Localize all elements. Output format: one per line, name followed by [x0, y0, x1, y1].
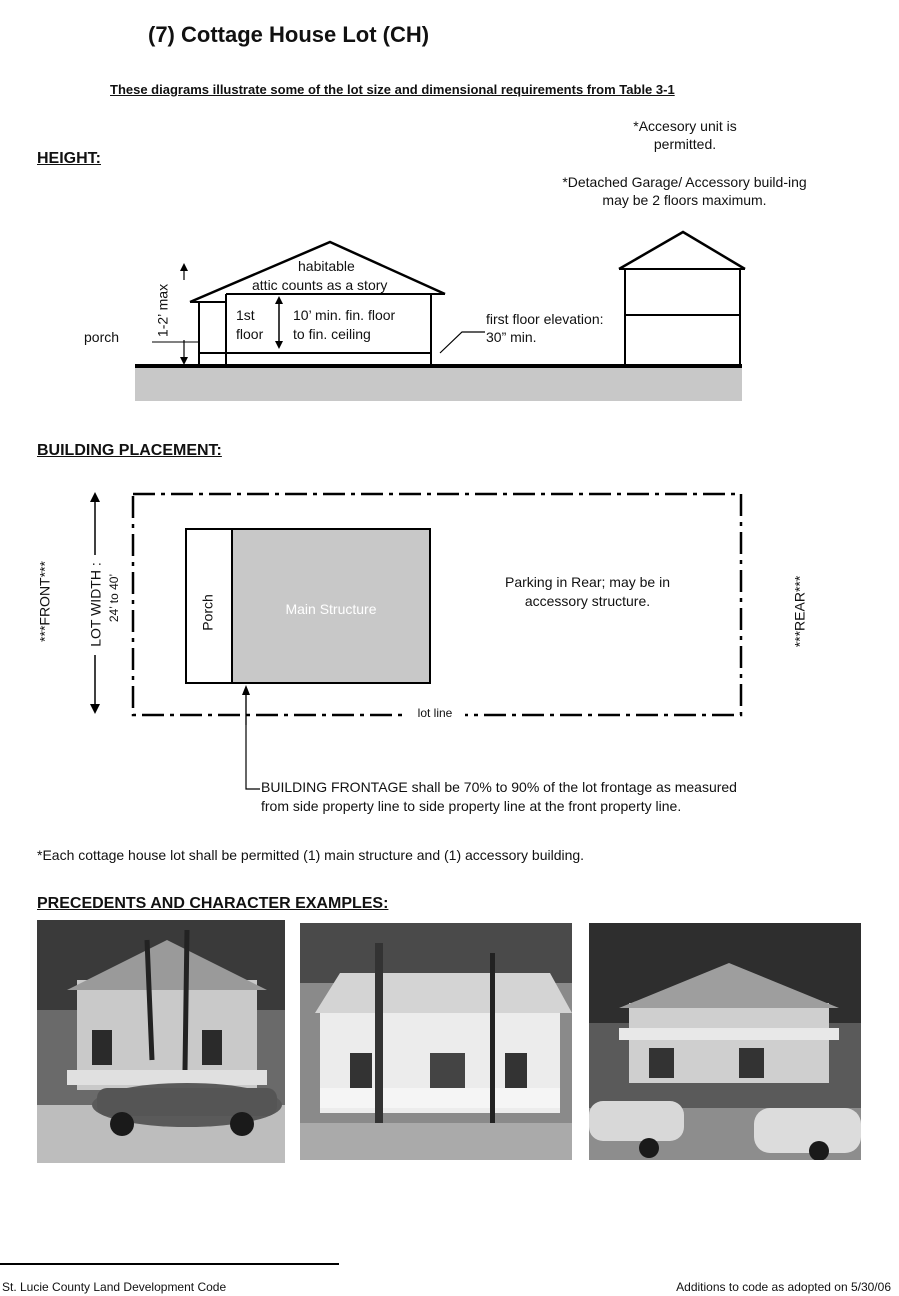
garage-note: *Detached Garage/ Accessory build-ing may be 2 floors maximum. [562, 174, 807, 208]
rear-label: ***REAR*** [791, 575, 808, 648]
porch-height-label: 1-2’ max [154, 283, 171, 338]
garage-roof [619, 232, 745, 269]
attic-label: attic counts as a story [252, 277, 388, 293]
porch-box-label: Porch [199, 594, 216, 631]
placement-diagram [0, 485, 899, 725]
placement-heading: BUILDING PLACEMENT: [37, 442, 222, 459]
permitted-note: *Each cottage house lot shall be permitted (1) main structure and (1) accessory building. [37, 847, 585, 863]
elevation-label-1: first floor elevation: [486, 311, 604, 327]
ceiling-label-1: 10’ min. fin. floor [293, 307, 396, 323]
ceiling-label-2: to fin. ceiling [293, 326, 371, 342]
accessory-unit-note: *Accesory unit is permitted. [633, 118, 737, 152]
lot-width-range: 24’ to 40’ [107, 573, 121, 623]
footer-rule [0, 1263, 339, 1265]
height-heading: HEIGHT: [37, 150, 101, 167]
example-photo-3 [589, 923, 861, 1160]
parking-label-1: Parking in Rear; may be in [505, 574, 670, 590]
page-title: (7) Cottage House Lot (CH) [148, 22, 430, 47]
floor-label: floor [236, 326, 264, 342]
main-structure-label: Main Structure [285, 601, 377, 617]
height-diagram [0, 220, 899, 410]
precedents-heading: PRECEDENTS AND CHARACTER EXAMPLES: [37, 895, 389, 912]
example-photo-2 [300, 923, 572, 1160]
lot-width-label: LOT WIDTH : [87, 562, 104, 647]
elevation-label-2: 30” min. [486, 329, 537, 345]
frontage-text-2: from side property line to side property line at the front property line. [261, 798, 682, 814]
footer-right: Additions to code as adopted on 5/30/06 [676, 1280, 891, 1294]
ground-fill [135, 366, 742, 401]
footer-left: St. Lucie County Land Development Code [2, 1280, 227, 1294]
lot-line-label: lot line [417, 706, 453, 720]
parking-label-2: accessory structure. [524, 593, 651, 609]
page-subtitle: These diagrams illustrate some of the lot size and dimensional requirements from Table 3-1 [110, 82, 675, 97]
example-photo-1 [37, 920, 285, 1163]
front-label: ***FRONT*** [36, 561, 53, 642]
porch-label: porch [84, 329, 120, 345]
habitable-label: habitable [298, 258, 355, 274]
frontage-text-1: BUILDING FRONTAGE shall be 70% to 90% of the lot frontage as measured [261, 779, 737, 795]
first-label: 1st [236, 307, 255, 323]
